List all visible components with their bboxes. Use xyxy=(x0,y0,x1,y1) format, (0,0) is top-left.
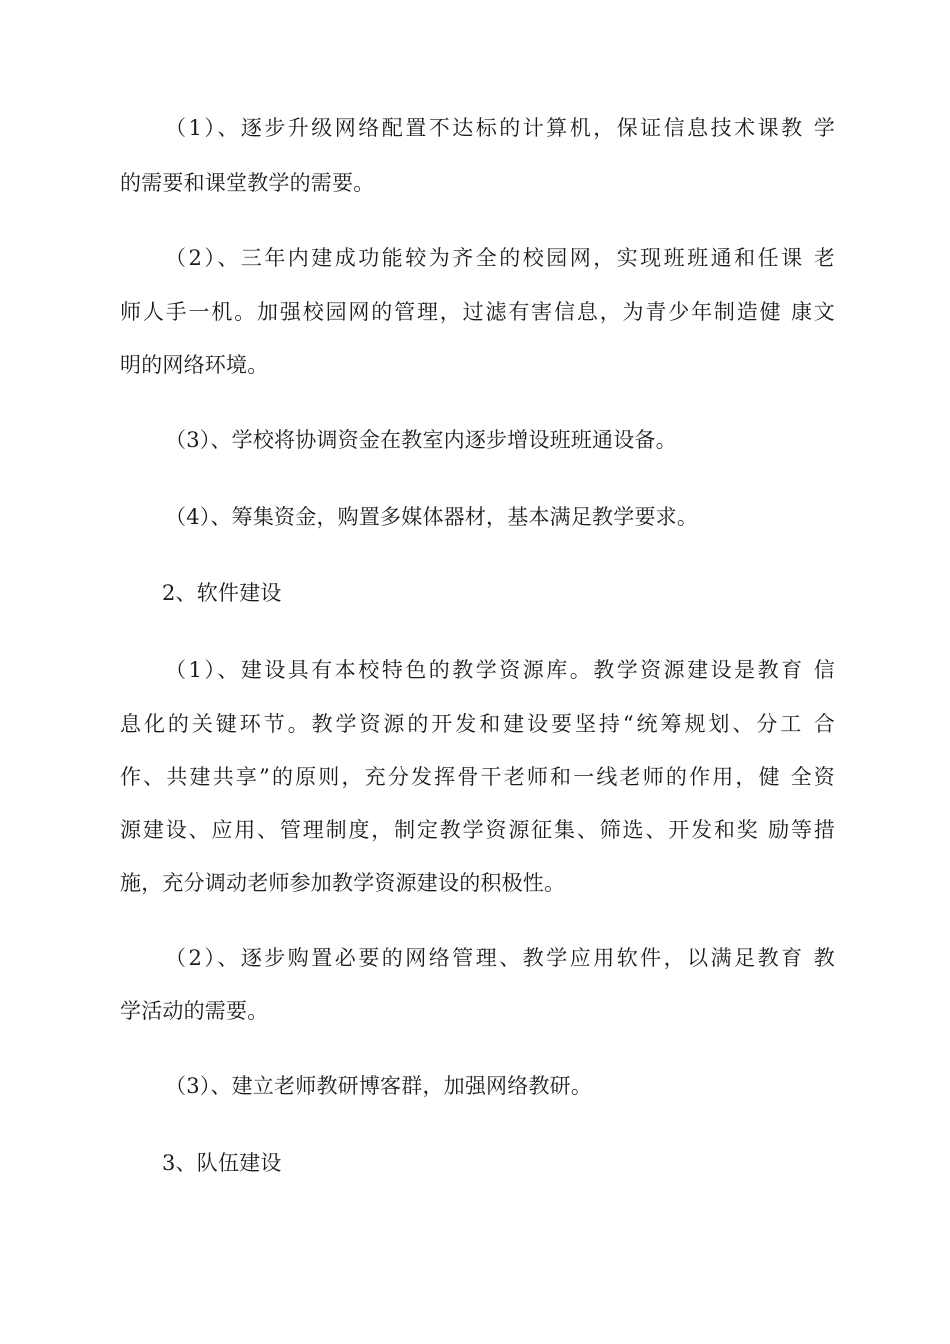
paragraph-line: 作、共建共享”的原则，充分发挥骨干老师和一线老师的作用，健 全资 xyxy=(120,765,835,789)
paragraph-line: （4）、筹集资金，购置多媒体器材，基本满足教学要求。 xyxy=(165,505,699,529)
paragraph-line: （1）、建设具有本校特色的教学资源库。教学资源建设是教育 信 xyxy=(165,658,835,682)
paragraph-line: 的需要和课堂教学的需要。 xyxy=(120,171,375,195)
paragraph-line: （3）、建立老师教研博客群，加强网络教研。 xyxy=(165,1074,593,1098)
paragraph-line: （2）、逐步购置必要的网络管理、教学应用软件，以满足教育 教 xyxy=(165,946,835,970)
paragraph-line: 息化的关键环节。教学资源的开发和建设要坚持“统筹规划、分工 合 xyxy=(120,712,835,736)
paragraph-line: （2）、三年内建成功能较为齐全的校园网，实现班班通和任课 老 xyxy=(165,246,835,270)
paragraph-line: 源建设、应用、管理制度，制定教学资源征集、筛选、开发和奖 励等措 xyxy=(120,818,835,842)
paragraph-line: 学活动的需要。 xyxy=(120,999,269,1023)
section-heading: 2、软件建设 xyxy=(162,581,282,605)
paragraph-line: 师人手一机。加强校园网的管理，过滤有害信息，为青少年制造健 康文 xyxy=(120,300,835,324)
paragraph-line: （1）、逐步升级网络配置不达标的计算机，保证信息技术课教 学 xyxy=(165,116,835,140)
section-heading: 3、队伍建设 xyxy=(162,1151,282,1175)
paragraph-line: 施，充分调动老师参加教学资源建设的积极性。 xyxy=(120,871,566,895)
paragraph-line: 明的网络环境。 xyxy=(120,353,269,377)
paragraph-line: （3）、学校将协调资金在教室内逐步增设班班通设备。 xyxy=(165,428,677,452)
